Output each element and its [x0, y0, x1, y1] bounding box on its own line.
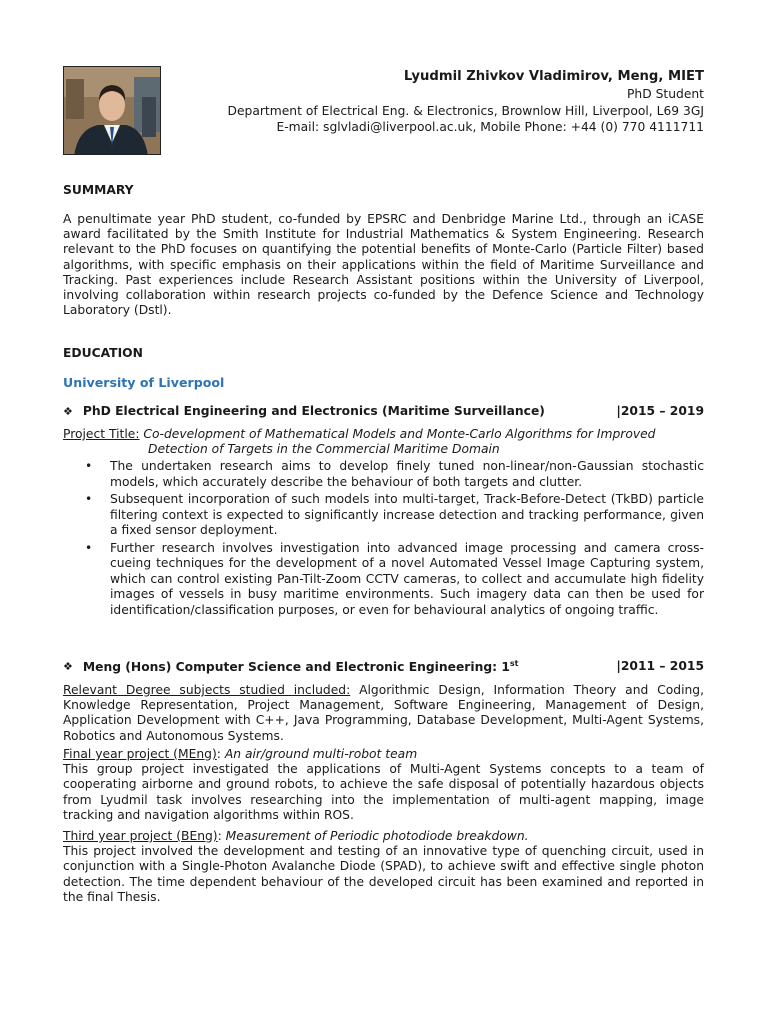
list-item — [80, 541, 704, 619]
subjects-text: Algorithmic Design, Information Theory and Coding, Knowledge Representation, Project Management, Software Engineering, Management of Design, Application Development with C++, Java Programming, Database Development, Multi-Agent Systems, Robotics and Autonomous Systems. — [63, 683, 704, 743]
diamond-bullet-icon: ❖ — [63, 660, 73, 674]
meng-degree-title: Meng (Hons) Computer Science and Electronic Engineering: 1 — [82, 660, 510, 675]
profile-photo-image — [64, 67, 161, 155]
meng-final-project — [63, 747, 704, 823]
list-item — [80, 492, 704, 539]
cv-header — [228, 68, 705, 136]
third-project-title: Measurement of Periodic photodiode breakdown. — [225, 829, 529, 843]
project-title-label: Project Title: — [63, 427, 140, 441]
project-title-line-2: Detection of Targets in the Commercial Maritime Domain — [148, 442, 500, 457]
candidate-name: Lyudmil Zhivkov Vladimirov, Meng, MIET — [403, 69, 704, 84]
list-item-text: Further research involves investigation into advanced image processing and camera cross-cueing techniques for the development of a novel Automated Vessel Image Capturing system, which can control existing Pan-Tilt-Zoom CCTV cameras, to collect and accumulate high fidelity images of vessels in busy maritime environments. Such imagery data can then be used for identification/classification purposes, or even for behavioural analytics of ongoing traffic. — [110, 540, 704, 617]
third-project-label: Third year project (BEng) — [63, 829, 218, 843]
final-project-colon: : — [216, 747, 225, 761]
university-name: University of Liverpool — [63, 375, 225, 390]
phd-degree-title: PhD Electrical Engineering and Electronics (Maritime Surveillance) — [82, 404, 545, 418]
meng-degree-row — [63, 659, 704, 674]
list-item-text: Subsequent incorporation of such models into multi-target, Track-Before-Detect (TkBD) particle filtering context is expected to significantly increase detection and tracking performance, given a fixed sensor deployment. — [110, 492, 704, 537]
final-project-title: An air/ground multi-robot team — [224, 747, 418, 761]
third-project-colon: : — [217, 829, 226, 843]
summary-text: A penultimate year PhD student, co-funded by EPSRC and Denbridge Marine Ltd., through an iCASE award facilitated by the Smith Institute for Industrial Mathematics & System Engineering. Research relevant to the PhD focuses on quantifying the potential benefits of Monte-Carlo (Particle Filter) based algorithms, with specific emphasis on their applications within the field of Maritime Surveillance and Tracking. Past experiences include Research Assistant positions within the University of Liverpool, involving collaboration within research projects co-funded by the Defence Science and Technology Laboratory (Dstl). — [63, 212, 704, 318]
candidate-address: Department of Electrical Eng. & Electronics, Brownlow Hill, Liverpool, L69 3GJ — [227, 103, 704, 118]
subjects-label: Relevant Degree subjects studied included: — [63, 683, 351, 697]
phd-dates: |2015 – 2019 — [616, 404, 704, 418]
profile-photo — [63, 66, 161, 155]
list-item-text: The undertaken research aims to develop finely tuned non-linear/non-Gaussian stochastic models, which accurately describe the behaviour of both targets and clutter. — [110, 459, 704, 489]
meng-degree-superscript: st — [509, 659, 519, 668]
bullet-dot: • — [85, 492, 93, 506]
list-item — [80, 459, 704, 490]
candidate-contact: E-mail: sglvladi@liverpool.ac.uk, Mobile Phone: +44 (0) 770 4111711 — [276, 120, 704, 134]
phd-project-title — [63, 427, 704, 457]
project-title-line-1: Co-development of Mathematical Models and Monte-Carlo Algorithms for Improved — [143, 427, 656, 441]
third-project-text: This project involved the development and testing of an innovative type of quenching circuit, used in conjunction with a Single-Photon Avalanche Diode (SPAD), to achieve swift and effective single photon detection. The time dependent behaviour of the developed circuit has been examined and reported in the final Thesis. — [63, 844, 704, 904]
diamond-bullet-icon: ❖ — [63, 404, 73, 418]
education-heading: EDUCATION — [63, 346, 143, 360]
phd-bullet-list — [80, 459, 704, 620]
meng-subjects — [63, 683, 704, 744]
meng-dates: |2011 – 2015 — [616, 659, 704, 673]
phd-degree-row — [63, 404, 704, 418]
final-project-text: This group project investigated the applications of Multi-Agent Systems concepts to a team of cooperating airborne and ground robots, to achieve the safe disposal of potentially hazardous objects from Lyudmil task involves researching into the implementation of multi-agent mapping, image tracking and navigation algorithms within ROS. — [63, 762, 704, 822]
final-project-label: Final year project (MEng) — [63, 747, 217, 761]
meng-third-project — [63, 829, 704, 905]
candidate-role: PhD Student — [627, 87, 704, 101]
bullet-dot: • — [85, 459, 93, 473]
summary-heading: SUMMARY — [63, 183, 134, 197]
bullet-dot: • — [85, 540, 93, 555]
